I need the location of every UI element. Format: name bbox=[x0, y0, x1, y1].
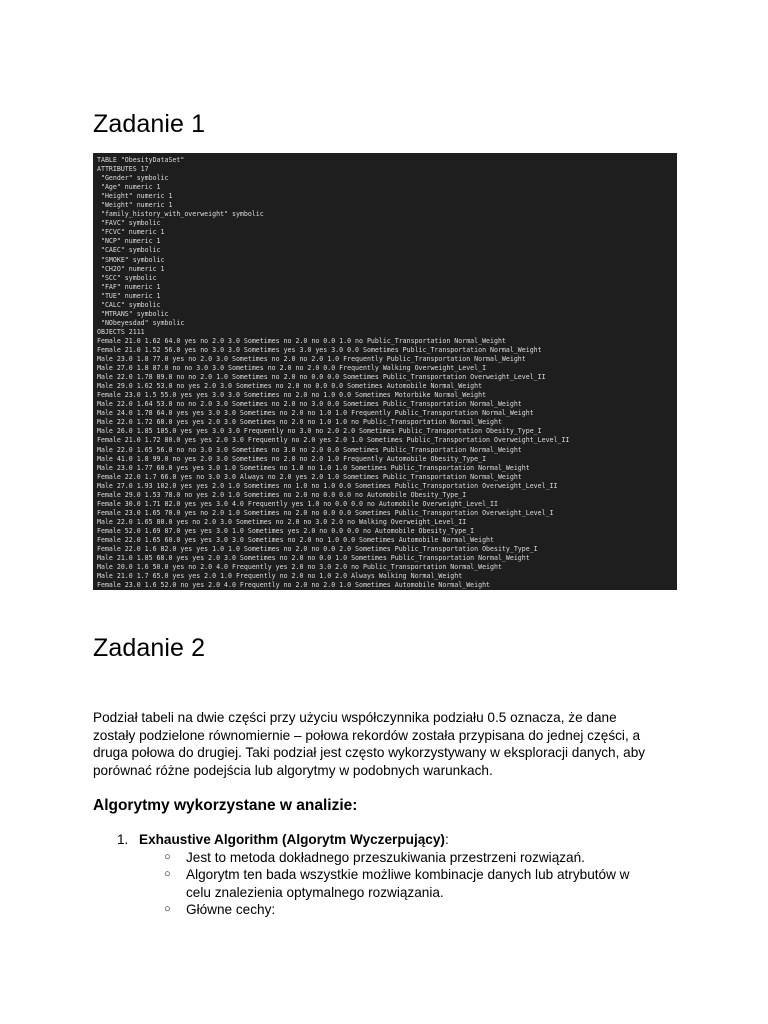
title-colon: : bbox=[444, 832, 449, 847]
terminal-line: Male 21.0 1.85 68.0 yes yes 2.0 3.0 Sometimes no 2.0 no 0.0 1.0 Sometimes Public_Transportation Normal_Weight bbox=[97, 554, 530, 563]
terminal-line: Male 20.0 1.6 50.0 yes no 2.0 4.0 Frequently yes 2.0 no 3.0 2.0 no Public_Transportation Normal_Weight bbox=[97, 563, 502, 572]
terminal-line: "FAVC" symbolic bbox=[97, 219, 161, 228]
bullet-text: Algorytm ten bada wszystkie możliwe kombinacje danych lub atrybutów w bbox=[186, 867, 630, 882]
list-item-exhaustive bbox=[93, 831, 693, 849]
terminal-line: "Weight" numeric 1 bbox=[97, 201, 173, 210]
terminal-line: Male 27.0 1.8 87.0 no no 3.0 3.0 Sometimes no 2.0 no 2.0 0.0 Frequently Walking Overweight_Level_I bbox=[97, 364, 487, 373]
terminal-line: "CALC" symbolic bbox=[97, 300, 161, 309]
terminal-line: TABLE "ObesityDataSet" bbox=[97, 156, 185, 164]
terminal-line: Female 29.0 1.53 78.0 no yes 2.0 1.0 Sometimes no 2.0 no 0.0 0.0 no Automobile Obesity_Type_I bbox=[97, 490, 467, 499]
terminal-line: Male 26.0 1.85 105.0 yes yes 3.0 3.0 Frequently no 3.0 no 2.0 2.0 Sometimes Public_Transportation Obesity_Type_I bbox=[97, 427, 542, 436]
terminal-line: Male 22.0 1.65 56.0 no no 3.0 3.0 Sometimes no 3.0 no 2.0 0.0 Sometimes Public_Transportation Normal_Weight bbox=[97, 445, 522, 454]
terminal-line: "Age" numeric 1 bbox=[97, 183, 161, 192]
terminal-line: "TUE" numeric 1 bbox=[97, 291, 161, 300]
terminal-line: Female 21.0 1.52 56.0 yes no 3.0 3.0 Sometimes yes 3.0 yes 3.0 0.0 Sometimes Public_Transportation Normal_Weight bbox=[97, 345, 542, 354]
terminal-line: "MTRANS" symbolic bbox=[97, 309, 169, 318]
sub-bullet-item bbox=[93, 901, 693, 919]
terminal-line: "Gender" symbolic bbox=[97, 174, 169, 183]
terminal-line: Female 30.0 1.71 82.0 yes yes 3.0 4.0 Frequently yes 1.0 no 0.0 0.0 no Automobile Overweight_Level_II bbox=[97, 499, 498, 508]
terminal-line: "Height" numeric 1 bbox=[97, 192, 173, 201]
terminal-output bbox=[93, 153, 677, 590]
terminal-line: Male 22.0 1.72 68.0 yes yes 2.0 3.0 Sometimes no 2.0 no 1.0 1.0 no Public_Transportation Normal_Weight bbox=[97, 418, 502, 427]
sub-bullet-list bbox=[93, 849, 693, 919]
algorithm-title: Exhaustive Algorithm (Algorytm Wyczerpujący) bbox=[139, 832, 445, 847]
terminal-line: Female 22.0 1.6 82.0 yes yes 1.0 1.0 Sometimes no 2.0 no 0.0 2.0 Sometimes Public_Transportation Obesity_Type_I bbox=[97, 545, 538, 554]
paragraph-line: zostały podzielone równomiernie – połowa rekordów została przypisana do jednej części, a bbox=[93, 727, 641, 743]
paragraph-line: porównać różne podejścia lub algorytmy w podobnych warunkach. bbox=[93, 762, 493, 778]
section-title-zadanie-1: Zadanie 1 bbox=[93, 110, 206, 138]
terminal-line: "NCP" numeric 1 bbox=[97, 237, 161, 246]
sub-bullet-item bbox=[93, 849, 693, 867]
terminal-line: Male 24.0 1.78 64.0 yes yes 3.0 3.0 Sometimes no 2.0 no 1.0 1.0 Frequently Public_Transportation Normal_Weight bbox=[97, 409, 534, 418]
terminal-line: ATTRIBUTES 17 bbox=[97, 165, 149, 174]
terminal-line: Female 21.0 1.62 64.0 yes no 2.0 3.0 Sometimes no 2.0 no 0.0 1.0 no Public_Transportation Normal_Weight bbox=[97, 336, 506, 345]
bullet-text: Główne cechy: bbox=[186, 902, 276, 917]
list-number: 1. bbox=[117, 832, 129, 847]
terminal-line: Male 29.0 1.62 53.0 no yes 2.0 3.0 Sometimes no 2.0 no 0.0 0.0 Sometimes Automobile Normal_Weight bbox=[97, 382, 483, 391]
bullet-text: celu znalezienia optymalnego rozwiązania. bbox=[186, 884, 444, 900]
algorithms-list bbox=[93, 831, 693, 919]
terminal-line: "SCC" symbolic bbox=[97, 273, 157, 282]
terminal-line: "NObeyesdad" symbolic bbox=[97, 318, 185, 327]
algorithms-heading: Algorytmy wykorzystane w analizie: bbox=[93, 797, 358, 814]
paragraph-line: Podział tabeli na dwie części przy użyciu współczynnika podziału 0.5 oznacza, że dane bbox=[93, 710, 617, 725]
circle-bullet-icon: ○ bbox=[164, 868, 171, 880]
terminal-line: Female 23.0 1.6 52.0 no yes 2.0 4.0 Frequently no 2.0 no 2.0 1.0 Sometimes Automobile Normal_Weight bbox=[97, 581, 491, 590]
terminal-line: Female 21.0 1.72 80.0 yes yes 2.0 3.0 Frequently no 2.0 yes 2.0 1.0 Sometimes Public_Transportation Overweight_Level_II bbox=[97, 436, 570, 445]
terminal-line: "SMOKE" symbolic bbox=[97, 255, 165, 264]
terminal-line: Female 23.0 1.65 70.0 yes no 2.0 1.0 Sometimes no 2.0 no 0.0 0.0 Sometimes Public_Transportation Overweight_Level_I bbox=[97, 508, 554, 517]
terminal-line: "FAF" numeric 1 bbox=[97, 282, 161, 291]
terminal-line: Male 22.0 1.78 89.8 no no 2.0 1.0 Sometimes no 2.0 no 0.0 0.0 Sometimes Public_Transportation Overweight_Level_II bbox=[97, 373, 546, 382]
circle-bullet-icon: ○ bbox=[164, 850, 171, 863]
sub-bullet-item bbox=[93, 866, 693, 901]
terminal-line: "FCVC" numeric 1 bbox=[97, 228, 165, 237]
terminal-line: Male 27.0 1.93 102.0 yes yes 2.0 1.0 Sometimes no 1.0 no 1.0 0.0 Sometimes Public_Transportation Overweight_Level_II bbox=[97, 481, 558, 490]
terminal-line: Female 52.0 1.69 87.0 yes yes 3.0 1.0 Sometimes yes 2.0 no 0.0 0.0 no Automobile Obesity_Type_I bbox=[97, 526, 475, 535]
bullet-text: Jest to metoda dokładnego przeszukiwania przestrzeni rozwiązań. bbox=[186, 849, 585, 865]
terminal-line: Male 23.0 1.8 77.0 yes no 2.0 3.0 Sometimes no 2.0 no 2.0 1.0 Frequently Public_Transportation Normal_Weight bbox=[97, 355, 526, 364]
description-paragraph bbox=[93, 709, 683, 779]
terminal-line: "family_history_with_overweight" symbolic bbox=[97, 210, 264, 219]
circle-bullet-icon: ○ bbox=[164, 903, 171, 915]
section-title-zadanie-2: Zadanie 2 bbox=[93, 634, 206, 662]
terminal-line: Female 23.0 1.5 55.0 yes yes 3.0 3.0 Sometimes no 2.0 no 1.0 0.0 Sometimes Motorbike Normal_Weight bbox=[97, 391, 487, 400]
terminal-line: OBJECTS 2111 bbox=[97, 327, 145, 336]
terminal-screenshot bbox=[93, 153, 677, 590]
terminal-line: Male 23.0 1.77 60.0 yes yes 3.0 1.0 Sometimes no 1.0 no 1.0 1.0 Sometimes Public_Transportation Normal_Weight bbox=[97, 463, 530, 472]
paragraph-line: druga połowa do drugiej. Taki podział jest często wykorzystywany w eksploracji danych, aby bbox=[93, 745, 646, 760]
terminal-line: "CAEC" symbolic bbox=[97, 246, 161, 255]
terminal-line: Female 22.0 1.65 60.0 yes yes 3.0 3.0 Sometimes no 2.0 no 1.0 0.0 Sometimes Automobile Normal_Weight bbox=[97, 535, 494, 544]
terminal-line: Male 41.0 1.8 99.0 no yes 2.0 3.0 Sometimes no 2.0 no 2.0 1.0 Frequently Automobile Obesity_Type_I bbox=[97, 454, 487, 463]
terminal-line: "CH2O" numeric 1 bbox=[97, 264, 165, 273]
terminal-line: Male 22.0 1.65 80.0 yes no 2.0 3.0 Sometimes no 2.0 no 3.0 2.0 no Walking Overweight_Level_II bbox=[97, 517, 467, 526]
terminal-line: Male 21.0 1.7 65.0 yes yes 2.0 1.0 Frequently no 2.0 no 1.0 2.0 Always Walking Normal_Weight bbox=[97, 572, 463, 581]
terminal-line: Male 22.0 1.64 53.0 no no 2.0 3.0 Sometimes no 2.0 no 3.0 0.0 Sometimes Public_Transportation Normal_Weight bbox=[97, 400, 522, 409]
terminal-line: Female 22.0 1.7 66.0 yes no 3.0 3.0 Always no 2.0 yes 2.0 1.0 Sometimes Public_Transportation Normal_Weight bbox=[97, 472, 522, 481]
